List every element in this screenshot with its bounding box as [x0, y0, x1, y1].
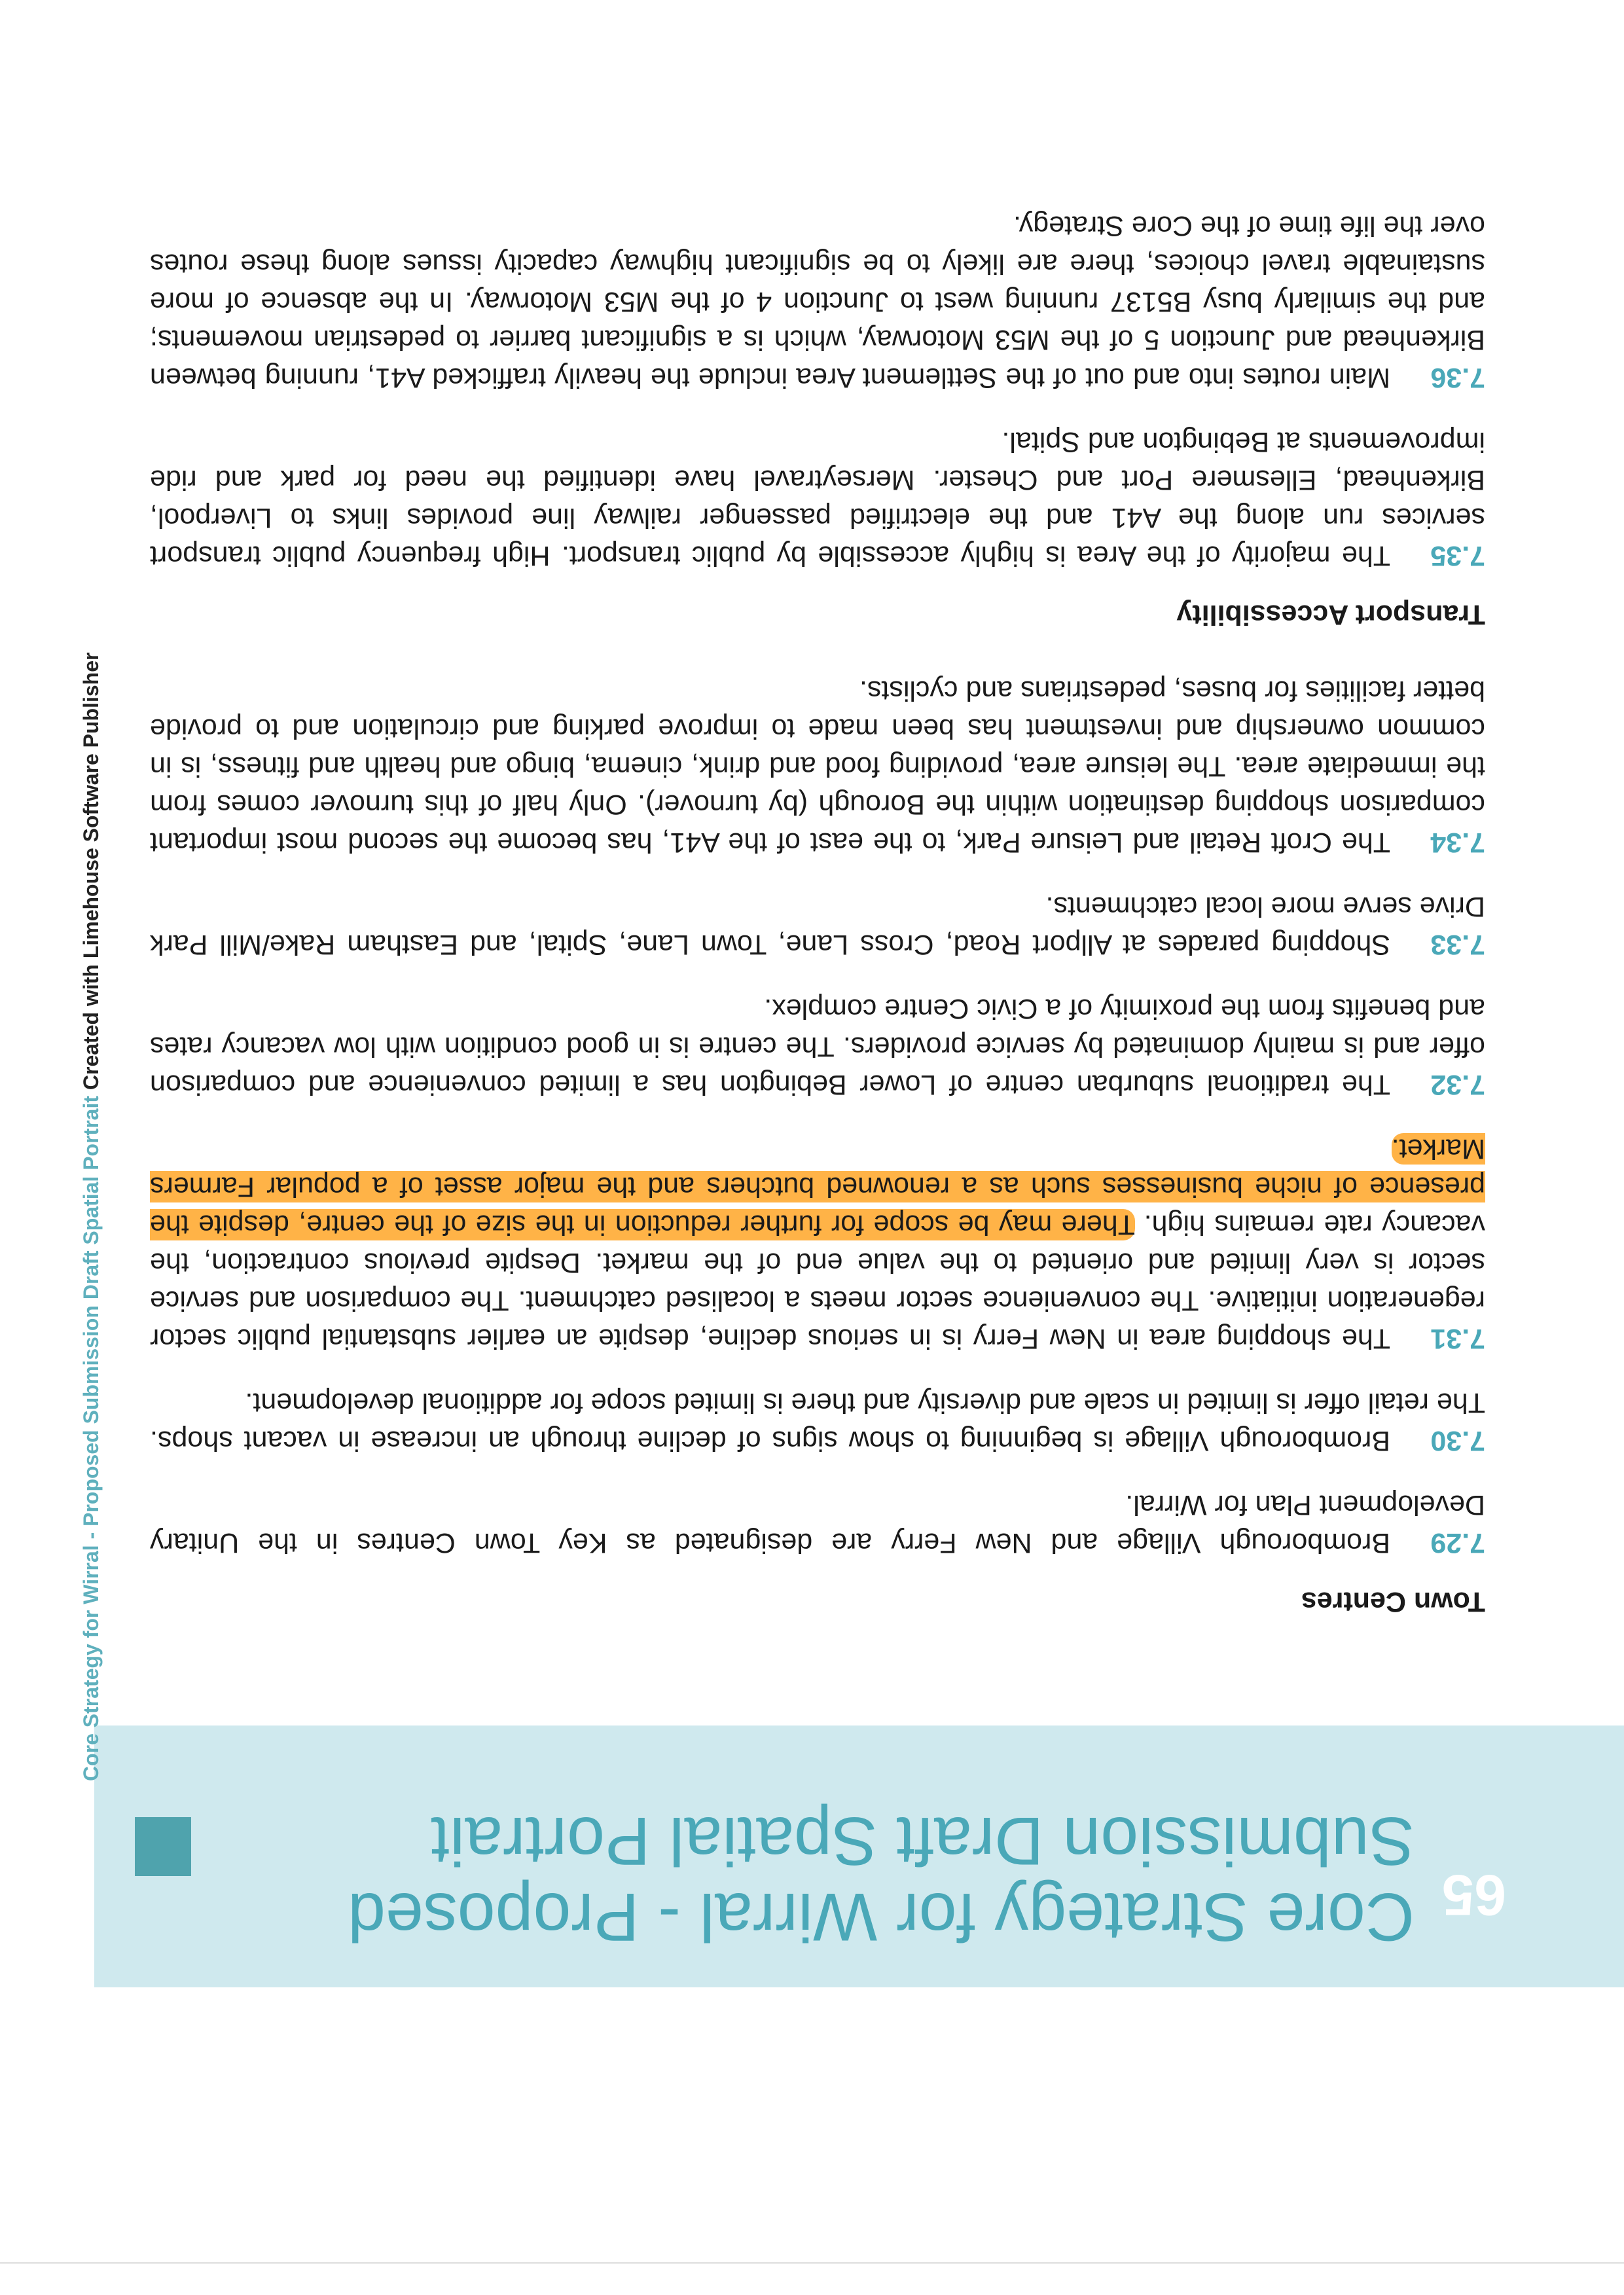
- paragraph-number: 7.30: [1430, 1425, 1485, 1456]
- side-note-publisher: Created with Limehouse Software Publisher: [79, 652, 103, 1096]
- paragraph-number: 7.29: [1430, 1527, 1485, 1559]
- side-note-document-title: Core Strategy for Wirral - Proposed Submission Draft Spatial Portrait: [79, 1095, 103, 1781]
- paragraph-7-32: [150, 990, 1485, 1104]
- divider: [0, 2262, 1624, 2264]
- paragraph-number: 7.32: [1430, 1069, 1485, 1100]
- section-heading-town-centres: Town Centres: [1301, 1586, 1485, 1617]
- paragraph-text: Main routes into and out of the Settlement Area include the heavily trafficked A41, running between Birkenhead and Junction 5 of the M53 Motorway, which is a significant barrier to pedestrian movements; and the similarly busy B5137 running west to Junction 4 of the M53 Motorway. In the absence of more sustainable travel choices, there are likely to be significant highway capacity issues along these routes over the life time of the Core Strategy.: [150, 210, 1485, 393]
- paragraph-text: The majority of the Area is highly accessible by public transport. High frequency public transport services run along the A41 and the electrified passenger railway line provides links to Liverpool, Birkenhead, Ellesmere Port and Chester. Merseytravel have identified the need for park and ride improvements at Bebington and Spital.: [150, 426, 1485, 571]
- paragraph-text: Shopping parades at Allport Road, Cross Lane, Town Lane, Spital, and Eastham Rake/Mill Park Drive serve more local catchments.: [150, 891, 1485, 960]
- document-title: Core Strategy for Wirral - Proposed Submission Draft Spatial Portrait: [348, 1803, 1415, 1955]
- paragraph-number: 7.31: [1430, 1323, 1485, 1354]
- side-marker: [135, 1817, 191, 1876]
- section-heading-transport-accessibility: Transport Accessibility: [1176, 599, 1485, 630]
- paragraph-7-29: [150, 1486, 1485, 1562]
- paragraph-7-35: [150, 423, 1485, 575]
- page-number: 65: [1442, 1863, 1506, 1928]
- paragraph-text: Bromborough Village is beginning to show signs of decline through an increase in vacant shops. The retail offer is limited in scale and diversity and there is limited scope for additional development.: [150, 1387, 1485, 1456]
- paragraph-7-33: [150, 888, 1485, 964]
- paragraph-text: The traditional suburban centre of Lower Bebington has a limited convenience and comparison offer and is mainly dominated by service providers. The centre is in good condition with low vacancy rates and benefits from the proximity of a Civic Centre complex.: [150, 993, 1485, 1100]
- paragraph-7-31: [150, 1130, 1485, 1358]
- paragraph-number: 7.34: [1430, 827, 1485, 858]
- document-body: [150, 181, 1485, 1621]
- paragraph-number: 7.35: [1430, 540, 1485, 571]
- paragraph-text: Bromborough Village and New Ferry are designated as Key Town Centres in the Unitary Development Plan for Wirral.: [150, 1489, 1485, 1559]
- paragraph-text: The Croft Retail and Leisure Park, to the east of the A41, has become the second most important comparison shopping destination within the Borough (by turnover). Only half of this turnover comes from the immediate area. The leisure area, providing food and drink, cinema, bingo and health and fitness, is in common ownership and investment has been made to improve parking and circulation and to provide better facilities for buses, pedestrians and cyclists.: [150, 675, 1485, 858]
- highlighted-text: There may be scope for further reduction in the size of the centre, despite the presence of niche businesses such as a renowned butchers and the major asset of a popular Farmers Market.: [150, 1133, 1485, 1240]
- paragraph-text: The shopping area in New Ferry is in serious decline, despite an earlier substantial public sector regeneration initiative. The convenience sector meets a localised catchment. The comparison and service sector is very limited and oriented to the value end of the market. Despite previous contraction, the vacancy rate remains high.: [150, 1209, 1485, 1354]
- paragraph-7-34: [150, 672, 1485, 861]
- paragraph-number: 7.33: [1430, 929, 1485, 960]
- paragraph-number: 7.36: [1430, 362, 1485, 393]
- side-note: [79, 653, 103, 1781]
- paragraph-7-36: [150, 207, 1485, 397]
- paragraph-7-30: [150, 1384, 1485, 1460]
